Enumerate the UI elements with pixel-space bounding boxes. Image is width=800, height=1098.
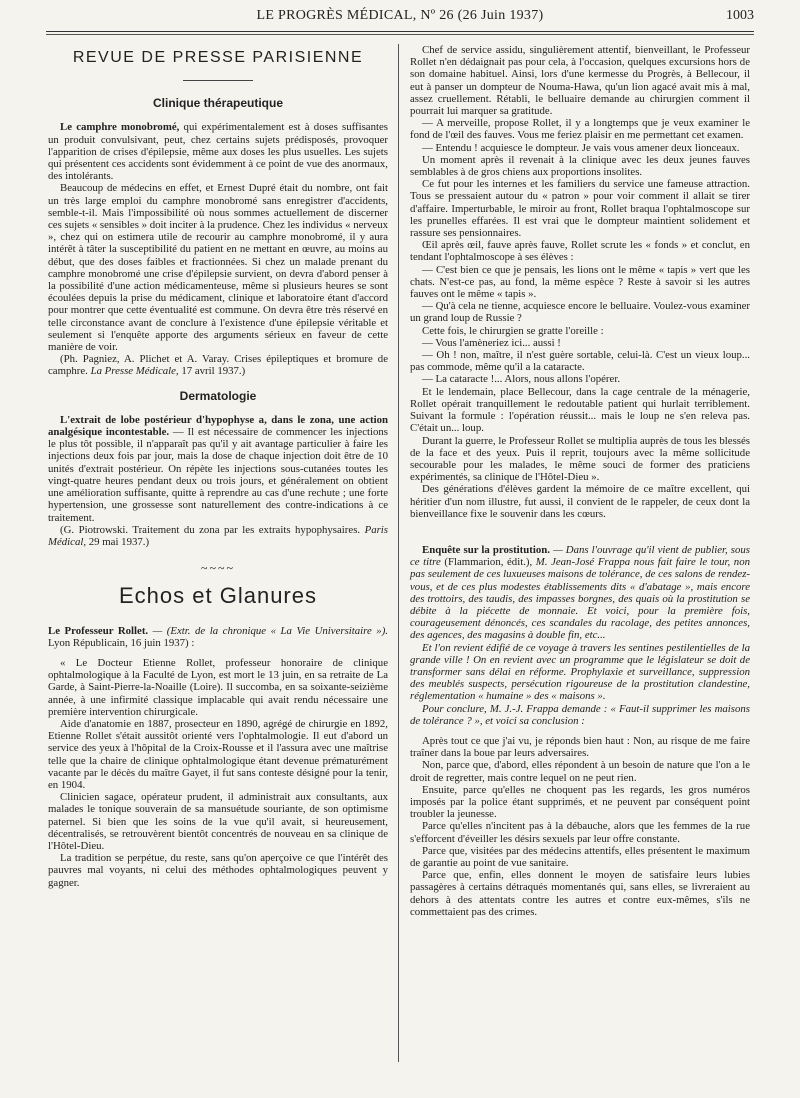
- enquete-paragraph-8: Parce que, visitées par des médecins attentifs, elles présentent le maximum de garantie au point de vue sanitaire.: [410, 844, 750, 869]
- clinique-ref-journal: La Presse Médicale,: [90, 365, 179, 378]
- echos-source: — (Extr. de la chronique « La Vie Universitaire »).: [148, 624, 388, 637]
- enquete-paragraph-5: Non, parce que, d'abord, elles répondent à un besoin de nature que l'on a le droit de regretter, mais contre lequel on ne peut rien.: [410, 759, 750, 784]
- journal-running-head: LE PROGRÈS MÉDICAL, Nº 26 (26 Juin 1937): [256, 8, 544, 23]
- page-number: 1003: [726, 8, 754, 23]
- section-title: REVUE DE PRESSE PARISIENNE: [72, 49, 364, 66]
- rollet-paragraph-6: Œil après œil, fauve après fauve, Rollet scrute les « fonds » et conclut, en tendant l'ophtalmoscope à ses élèves :: [410, 239, 750, 264]
- enquete-conclusion-b: et voici sa conclusion :: [482, 714, 585, 727]
- enquete-paragraph-9: Parce que, enfin, elles donnent le moyen de satisfaire leurs lubies passagères à certains détraqués momentanés qui, sans elles, se livreraient au dehors à des attentats contre les autres et contre eux-mêmes, s'ils ne commettaient pas des crimes.: [410, 869, 750, 918]
- rollet-paragraph-3: — Entendu ! acquiesce le dompteur. Je vais vous amener deux lionceaux.: [422, 141, 740, 154]
- rollet-paragraph-1: Chef de service assidu, singulièrement attentif, bienveillant, le Professeur Rollet n'en dédaignait pas pour cela, à l'occasion, quelques excursions hors de son domaine habituel. Ainsi, lors d'une kermesse du Progrès, à Bellecour, il eut à panser un dompteur de Nouma-Hawa, qu'un lion agacé avait mis à mal, assez cruellement. Rétabli, le belluaire demande au chirurgien comment il pourrait lui marquer sa gratitude.: [410, 44, 750, 118]
- echos-lead: Le Professeur Rollet.: [48, 624, 149, 637]
- echos-title: Echos et Glanures: [119, 583, 317, 609]
- right-column: [410, 44, 750, 918]
- enquete-text-b: (Flammarion, édit.),: [440, 556, 533, 569]
- enquete-lead: Enquête sur la prostitution.: [422, 543, 550, 556]
- dermatologie-reference: [48, 524, 388, 548]
- rollet-paragraph-4: Un moment après il revenait à la clinique avec les deux jeunes fauves semblables à de gros chiens aux proportions insolites.: [410, 153, 750, 179]
- echos-source-2: Lyon Républicain, 16 juin 1937) :: [48, 636, 195, 649]
- enquete-paragraph-3: [410, 703, 750, 727]
- clinique-lead: Le camphre monobromé,: [60, 121, 180, 134]
- rollet-paragraph-7: — C'est bien ce que je pensais, les lions ont le même « tapis » vert que les chats. N'est-ce pas, au fond, la même espèce ? Reste à savoir si les autres fauves ont le même « tapis ».: [410, 263, 750, 301]
- clinique-paragraph: [48, 121, 388, 182]
- rollet-paragraph-8: — Qu'à cela ne tienne, acquiesce encore le belluaire. Voulez-vous examiner un grand loup de Russie ?: [410, 300, 750, 325]
- rollet-paragraph-5: Ce fut pour les internes et les familiers du service une fameuse attraction. Tous se pressaient autour du « patron » pour voir comment il allait se tirer d'affaire. Imperturbable, le miroir au front, Rollet braqua l'ophtalmoscope sur les prunelles effarées. Il est vrai que le dompteur maintient solidement et rassure ses pensionnaires.: [410, 178, 750, 240]
- clinique-text-1: qui expérimentalement est à doses suffisantes un produit convulsivant, peut, chez certains sujets prédisposés, provoquer l'apparition de crises d'épilepsie, même aux doses les plus usuelles. Les sujets qui présentent ces accidents sont évidemment à ce point de vue des anormaux, des intolérants.: [48, 121, 388, 183]
- enquete-text-a: — Dans l'ouvrage qu'il vient de publier, sous ce titre: [410, 543, 750, 569]
- echos-lead-paragraph: [48, 625, 388, 649]
- echos-paragraph-4: La tradition se perpétue, du reste, sans qu'on aperçoive ce que l'intérêt des pauvres mal voyants, ni celui des méthodes ophtalmologiques peuvent y gagner.: [48, 852, 388, 889]
- echos-paragraph-1: « Le Docteur Etienne Rollet, professeur honoraire de clinique ophtalmologique à la Faculté de Lyon, est mort le 13 juin, en sa retraite de La Garde, à Saint-Pierre-la-Noaille (Loire). Il succomba, en sa soixante-seizième année, à une infirmité classique implacable qui avait rendu nécessaire une première intervention chirurgicale.: [48, 656, 388, 718]
- dermatologie-heading: Dermatologie: [179, 388, 257, 403]
- dermatologie-ref-date: 29 mai 1937.): [88, 535, 150, 548]
- enquete-paragraph-2: Et l'on revient édifié de ce voyage à travers les sentines pestilentielles de la grande ville ! On en revient avec un programme que le législateur se doit de transformer sans délai en réforme. Prophylaxie et surveillance, suppression des meublés suspects, persécution rigoureuse de la prostitution clandestine, réglementation « humaine » des « maisons ».: [410, 641, 750, 703]
- dermatologie-ref-authors: (G. Piotrowski. Traitement du zona par les extraits hypophysaires.: [60, 523, 361, 536]
- enquete-paragraph-4: Après tout ce que j'ai vu, je réponds bien haut : Non, au risque de me faire traîner dans la boue par leurs adversaires.: [410, 734, 750, 760]
- echos-paragraph-3: Clinicien sagace, opérateur prudent, il administrait aux consultants, aux malades le tonique souverain de sa mansuétude souriante, de son optimisme paternel. Si bien que les soins de la vue qu'il avait, si heureusement, décentralisés, se retrouvèrent bientôt concentrés de nouveau en sa clinique de l'Hôtel-Dieu.: [48, 791, 388, 852]
- dermatologie-paragraph: [48, 414, 388, 524]
- column-divider: [398, 44, 399, 1062]
- rollet-paragraph-10: — Vous l'amèneriez ici... aussi !: [422, 336, 561, 349]
- clinique-ref-authors: (Ph. Pagniez, A. Plichet et A. Varay. Crises épileptiques et bromure de camphre.: [48, 353, 388, 378]
- rollet-paragraph-12: — La cataracte !... Alors, nous allons l'opérer.: [422, 373, 621, 386]
- enquete-paragraph-6: Ensuite, parce qu'elles ne choquent pas les regards, les gros numéros imposés par la police étant supprimés, et ne peuvent par conséquent point troubler la jeunesse.: [410, 783, 750, 821]
- enquete-conclusion-a: Pour conclure, M. J.-J. Frappa demande : « Faut-il supprimer les maisons de tolérance ? »,: [410, 702, 750, 727]
- rollet-paragraph-13: Et le lendemain, place Bellecour, dans la cage centrale de la ménagerie, Rollet opérait tranquillement le redoutable patient qui hurlait terriblement. Suivant la formule : l'opération réussit... mais le loup ne s'en releva pas. C'était un... loup.: [410, 385, 750, 435]
- title-rule: [183, 80, 253, 81]
- header-rule: [46, 31, 754, 32]
- enquete-text-c: M. Jean-José Frappa nous fait faire le tour, non pas seulement de ces luxueuses maisons de tolérance, de ces salons de rendez-vous, et de ces plus modestes établissements dits « d'abatage », mais encore des trottoirs, des taudis, des impasses borgnes, des quais où la prostitution se débite à la piécette de monnaie. Et voici, pour la première fois, courageusement dénoncés, ces scandales du racolage, des petites annonces, des agences, des magasins à double fin, etc...: [410, 556, 750, 642]
- echos-paragraph-2: Aide d'anatomie en 1887, prosecteur en 1890, agrégé de chirurgie en 1892, Etienne Rollet s'était aussitôt orienté vers l'ophtalmologie. Il eut d'abord un service des yeux à l'hôpital de la Croix-Rousse et il l'assura avec une maîtrise telle que la chaire de clinique ophtalmologique étant devenue prématurément vacante par le décès du maître Gayet, il fut sans conteste désigné pour la tenir, en 1904.: [48, 717, 388, 791]
- rollet-paragraph-11: — Oh ! non, maître, il n'est guère sortable, celui-là. C'est un vieux loup... pas commode, même qu'il a la cataracte.: [410, 349, 750, 374]
- rollet-paragraph-9: Cette fois, le chirurgien se gratte l'oreille :: [422, 324, 604, 337]
- clinique-reference: [48, 353, 388, 377]
- rollet-paragraph-15: Des générations d'élèves gardent la mémoire de ce maître excellent, qui héritier d'un nom illustre, fut aussi, il convient de le rappeler, de ceux dont la bienveillance fixe le souvenir dans les cœurs.: [410, 483, 750, 520]
- enquete-paragraph-7: Parce qu'elles n'incitent pas à la débauche, alors que les femmes de la rue s'efforcent d'éveiller les désirs sexuels par leur offre constante.: [410, 820, 750, 845]
- dermatologie-text: — Il est nécessaire de commencer les injections le plus tôt possible, il n'apparaît pas qu'il y ait avantage particulier à faire les injections deux fois par jour, mais la dose de chaque injection doit être de 10 unités d'extrait postérieur. On répète les injections sous-cutanées toutes les vingt-quatre heures pendant deux ou trois jours, et généralement on obtient une amélioration suffisante, quitte à reprendre au cas d'une rechute ; une forte hypertension, une grossesse sont naturellement des contre-indications à ce traitement.: [48, 426, 388, 524]
- enquete-paragraph-1: [410, 544, 750, 642]
- clinique-paragraph-2: Beaucoup de médecins en effet, et Ernest Dupré était du nombre, ont fait un très large emploi du camphre monobromé sans enregistrer d'accidents, semble-t-il. Mais l'impossibilité où nous sommes actuellement de discerner ces sujets « sensibles » doit inciter à la prudence. Chez les individus « nerveux », chez qui on estimera utile de recourir au camphre monobromé, il y aura intérêt à tâter la susceptibilité du patient en ne mettant en œuvre, au moins au début, que des doses faibles et fractionnées. Si chez un malade prenant du camphre monobromé une crise d'épilepsie survient, on devra d'abord penser à la possibilité d'une action médicamenteuse, même si plusieurs heures se sont écoulées depuis la prise du médicament, clinique et laboratoire étant d'accord pour montrer que cette éventualité est commune. On devra être très réservé en telle circonstance avant de conclure à l'existence d'une épilepsie véritable et seulement si l'enquête apporte des arguments sérieux en faveur de cette manière de voir.: [48, 182, 388, 354]
- header-rule-thin: [46, 34, 754, 35]
- rollet-paragraph-2: — A merveille, propose Rollet, il y a longtemps que je veux examiner le fond de l'œil des fauves. Vous me feriez plaisir en me permettant cet examen.: [410, 117, 750, 142]
- dermatologie-ref-journal: Paris Médical,: [48, 523, 389, 548]
- dermatologie-lead: L'extrait de lobe postérieur d'hypophyse a, dans le zona, une action analgésique incontestable.: [48, 413, 388, 439]
- left-column: [48, 44, 388, 889]
- ornament-divider: ~~~~: [201, 561, 235, 576]
- clinique-ref-date: 17 avril 1937.): [181, 365, 246, 378]
- clinique-heading: Clinique thérapeutique: [152, 96, 283, 111]
- rollet-paragraph-14: Durant la guerre, le Professeur Rollet se multiplia auprès de tous les blessés de la face et des yeux. Puis il reprit, toujours avec la même sollicitude secourable pour les malades, le même souci de former des praticiens expérimentés, sa clinique de l'Hôtel-Dieu ».: [410, 434, 750, 484]
